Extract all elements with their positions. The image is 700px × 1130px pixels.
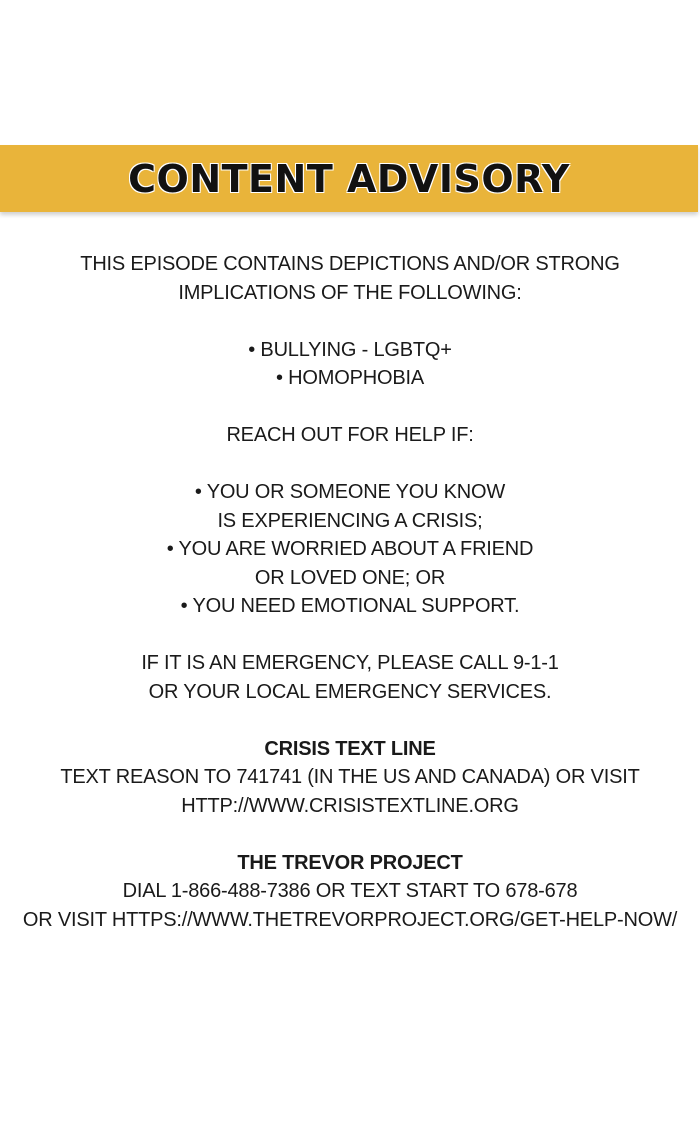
emergency-line-2: OR YOUR LOCAL EMERGENCY SERVICES.: [148, 680, 552, 703]
intro-line-2: IMPLICATIONS OF THE FOLLOWING:: [178, 281, 522, 304]
crisis-text-line-link[interactable]: HTTP://WWW.CRISISTEXTLINE.ORG: [181, 794, 519, 817]
help-item-1-line-2: IS EXPERIENCING A CRISIS;: [217, 509, 483, 532]
spacer: [0, 450, 700, 479]
crisis-text-line-line-1: TEXT REASON TO 741741 (IN THE US AND CANADA) OR VISIT: [60, 766, 640, 788]
intro-line-1: THIS EPISODE CONTAINS DEPICTIONS AND/OR STRONG: [80, 253, 620, 275]
topic-item-homophobia: • HOMOPHOBIA: [276, 367, 424, 389]
emergency-line-1: IF IT IS AN EMERGENCY, PLEASE CALL 9-1-1: [141, 652, 559, 674]
intro-section: [0, 250, 700, 307]
help-item-2-line-1: • YOU ARE WORRIED ABOUT A FRIEND: [166, 538, 534, 560]
spacer: [0, 706, 700, 735]
advisory-content: [0, 250, 700, 934]
help-item-2-line-2: OR LOVED ONE; OR: [254, 566, 446, 589]
topics-list: [0, 336, 700, 393]
help-section: [0, 421, 700, 621]
trevor-project-line-1: DIAL 1-866-488-7386 OR TEXT START TO 678-678: [122, 880, 578, 902]
help-item-1-line-1: • YOU OR SOMEONE YOU KNOW: [194, 481, 506, 503]
emergency-section: [0, 649, 700, 706]
help-heading: REACH OUT FOR HELP IF:: [226, 424, 474, 446]
spacer: [0, 621, 700, 650]
banner-title: CONTENT ADVISORY: [128, 156, 570, 201]
crisis-text-line-section: [0, 735, 700, 821]
spacer: [0, 393, 700, 422]
content-advisory-banner: [0, 145, 698, 212]
help-item-3-line-1: • YOU NEED EMOTIONAL SUPPORT.: [180, 595, 520, 617]
trevor-project-section: [0, 849, 700, 935]
spacer: [0, 820, 700, 849]
spacer: [0, 307, 700, 336]
crisis-text-line-title: CRISIS TEXT LINE: [264, 737, 436, 760]
trevor-project-link[interactable]: OR VISIT HTTPS://WWW.THETREVORPROJECT.ORG/GET-HELP-NOW/: [22, 908, 678, 931]
trevor-project-title: THE TREVOR PROJECT: [237, 851, 463, 874]
topic-item-bullying: • BULLYING - LGBTQ+: [248, 338, 452, 361]
